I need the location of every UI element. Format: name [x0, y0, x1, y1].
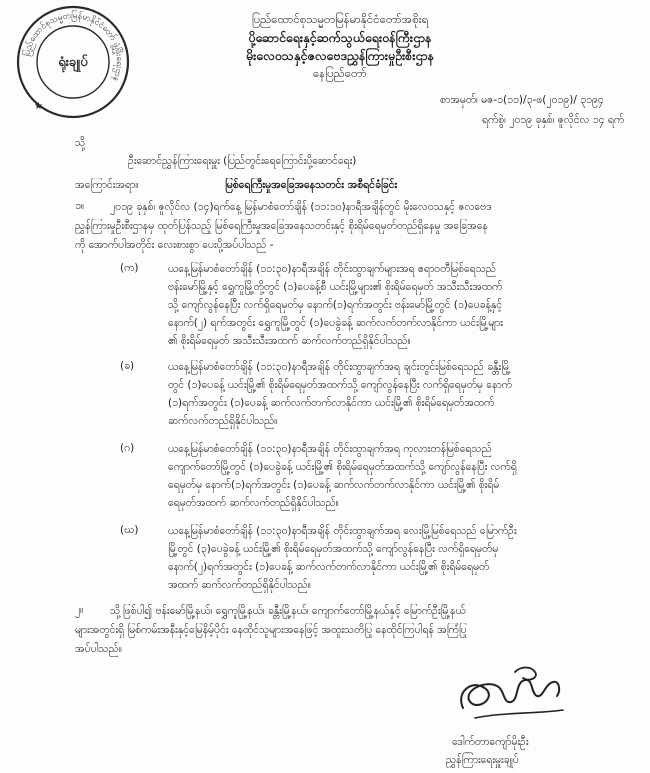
- paragraph-2-line: များအတွင်းရှိ မြစ်ကမ်းအနီးနှင့်မြေနိမ့်ပိုင်း နေထိုင်သူများအနေဖြင့် အထူးသတိပြု နေထိုင်ကြပါရန် အကြံပြု: [75, 624, 467, 636]
- item-kha-line: ဆက်လက်တည်ရှိနိုင်ပါသည်။: [168, 415, 278, 427]
- item-kha-line: တွင် (၁)ပေခန့် ယင်းမြို့၏ စိုးရိမ်ရေမှတ်အထက်သို့ ကျော်လွန်နေပြီး လက်ရှိရေမှတ်မှ နောက်: [168, 379, 512, 391]
- item-ka-line: ၏ စိုးရိမ်ရေမှတ် အသီးသီးအထက် ဆက်လက်တည်ရှိနိုင်ပါသည်။: [168, 335, 411, 347]
- item-gha-line: နောက်(၂)ရက်အတွင်း (၁)ပေခန့် ဆက်လက်တက်လာနိုင်ကာ ယင်းမြို့၏ စိုးရိမ်ရေမှတ်: [168, 561, 490, 573]
- item-ga-mark: (ဂ): [120, 442, 135, 454]
- paragraph-1-line: ၂၀၁၉ ခုနှစ်၊ ဇူလိုင်လ (၁၄)ရက်နေ့ မြန်မာစံတော်ချိန် (၁၁:၁၀)နာရီအချိန်တွင် မိုးလေဝသနှင့် ဇလဗေဒ: [110, 201, 492, 213]
- paragraph-1-line: ကို အောက်ပါအတိုင်း လေးစားစွာ ပေးပို့အပ်ပါသည် -: [75, 239, 274, 251]
- item-ka-line: ဗန်းမော်မြို့နှင့် ရွှေကူမြို့တို့တွင် (၁)ပေခန့်စီ ယင်းမြို့များ၏ စိုးရိမ်ရေမှတ် အသီးသီးအထက်: [168, 281, 503, 293]
- item-gha-mark: (ဃ): [120, 524, 139, 536]
- item-ga-line: ကျောက်တော်မြို့တွင် (၁)ပေခွဲခန့် ယင်းမြို့၏ စိုးရိမ်ရေမှတ်အထက်သို့ ကျော်လွန်နေပြီး လက်ရှိ: [168, 461, 517, 473]
- handwritten-signature: [445, 660, 585, 730]
- subject-label: အကြောင်းအရာ။: [75, 179, 139, 191]
- item-ka-line: နောက်(၂) ရက်အတွင်း ရွှေကူမြို့တွင် (၁)ပေခွဲခန့် ဆက်လက်တက်လာနိုင်ကာ ယင်းမြို့များ: [168, 317, 503, 329]
- subject-text: မြစ်ရေကြီးမှုအခြေအနေသတင်း အစီရင်ခံခြင်း: [225, 179, 398, 191]
- item-ka-line: ယနေ့မြန်မာစံတော်ချိန် (၁၁:၃၀)နာရီအချိန် တိုင်းထွာချက်များအရ ဧရာဝတီမြစ်ရေသည်: [168, 263, 496, 275]
- item-kha-line: (၁)ရက်အတွင်း (၁)ပေခန့် ဆက်လက်တက်လာနိုင်ကာ ယင်းမြို့၏ စိုးရိမ်ရေမှတ်အထက်: [168, 397, 495, 409]
- signatory-name: ဒေါက်တာကျော်မိုးဦး: [452, 736, 529, 748]
- to-label: သို့: [75, 137, 86, 149]
- item-kha-line: ယနေ့မြန်မာစံတော်ချိန် (၁၁:၃၀)နာရီအချိန် တိုင်းထွာချက်အရ ချင်းတွင်းမြစ်ရေသည် ခန္တီးမြို့: [168, 361, 511, 373]
- seal-center-text: ရုံးချုပ်: [58, 55, 88, 70]
- header-government: ပြည်ထောင်စုသမ္မတမြန်မာနိုင်ငံတော်အစိုးရ: [251, 12, 429, 26]
- item-ga-line: ယနေ့မြန်မာစံတော်ချိန် (၁၁:၃၀)နာရီအချိန် တိုင်းထွာချက်အရ ကုလားတန်မြစ်ရေသည်: [168, 443, 492, 455]
- item-ka-mark: (က): [120, 262, 139, 274]
- item-gha-line: အထက် ဆက်လက်တည်ရှိနိုင်ပါသည်။: [168, 579, 311, 591]
- signatory-title: ညွှန်ကြားရေးမှူးချုပ်: [446, 754, 519, 766]
- item-gha-line: မြို့တွင် (၃)ပေခွဲခန့် ယင်းမြို့၏ စိုးရိမ်ရေမှတ်အထက်သို့ ကျော်လွန်နေပြီး လက်ရှိရေမှတ်မှ: [168, 543, 499, 555]
- item-ga-line: ရေမှတ်မှ နောက်(၁)ရက်အတွင်း (၁)ပေခန့် ဆက်လက်တက်လာနိုင်ကာ ယင်းမြို့၏ စိုးရိမ်: [168, 479, 500, 491]
- seal-star-icon: ★: [34, 101, 43, 112]
- letter-date: ရက်စွဲ၊ ၂၀၁၉ ခုနှစ်၊ ဇူလိုင်လ ၁၄ ရက်: [482, 114, 625, 126]
- paragraph-1-number: ၁။: [75, 200, 85, 212]
- department-seal: [16, 5, 130, 119]
- item-ka-line: သို့ ကျော်လွန်နေပြီး လက်ရှိရေမှတ်မှ နောက်(၁)ရက်အတွင်း ဗန်းမော်မြို့တွင် (၁)ပေခန့်နှင့်: [168, 299, 503, 311]
- item-gha-line: ယနေ့မြန်မာစံတော်ချိန် (၁၁:၃၀)နာရီအချိန် တိုင်းထွာချက်အရ လေးမြို့မြစ်ရေသည် မြောက်ဦး: [168, 525, 517, 537]
- header-ministry: ပို့ဆောင်ရေးနှင့်ဆက်သွယ်ရေးဝန်ကြီးဌာန: [248, 30, 432, 45]
- header-department: မိုးလေဝသနှင့်ဇလဗေဒညွှန်ကြားမှုဦးစီးဌာန: [245, 48, 435, 63]
- seal-ring-text: ပြည်ထောင်စုသမ္မတမြန်မာနိုင်ငံတော် ဖွံ့ဖြိုးရေးဌာန: [22, 10, 125, 83]
- paragraph-2-line: သို့ဖြစ်ပါ၍ ဗန်းမော်မြို့နယ်၊ ရွှေကူမြို့နယ်၊ ခန္တီးမြို့နယ်၊ ကျောက်တော်မြို့နယ်နှင့် မြောက်ဦးမြို့နယ်: [110, 605, 466, 617]
- paragraph-1-line: ညွှန်ကြားမှုဦးစီးဌာနမှ ထုတ်ပြန်သည့် မြစ်ရေကြီးမှုအခြေအနေသတင်းနှင့် စိုးရိမ်ရေမှတ်တည်ရှိနေမှု အခြေအနေ: [75, 220, 488, 232]
- paragraph-2-line: အပ်ပါသည်။: [75, 643, 122, 655]
- paragraph-2-number: ၂။: [75, 604, 84, 616]
- letter-number: စာအမှတ်၊ မဇ-၁(၁၁)/၃-ဖ(၂၀၁၉)/ ၃၁၉၄: [440, 94, 604, 106]
- item-kha-mark: (ခ): [120, 360, 135, 372]
- item-ga-line: ရေမှတ်အထက် ဆက်လက်တည်ရှိနိုင်ပါသည်။: [168, 497, 339, 509]
- header-location: နေပြည်တော်: [313, 66, 367, 80]
- recipient: ဦးဆောင်ညွှန်ကြားရေးမှူး (ပြည်တွင်းရေကြောင်းပို့ဆောင်ရေး): [128, 155, 357, 167]
